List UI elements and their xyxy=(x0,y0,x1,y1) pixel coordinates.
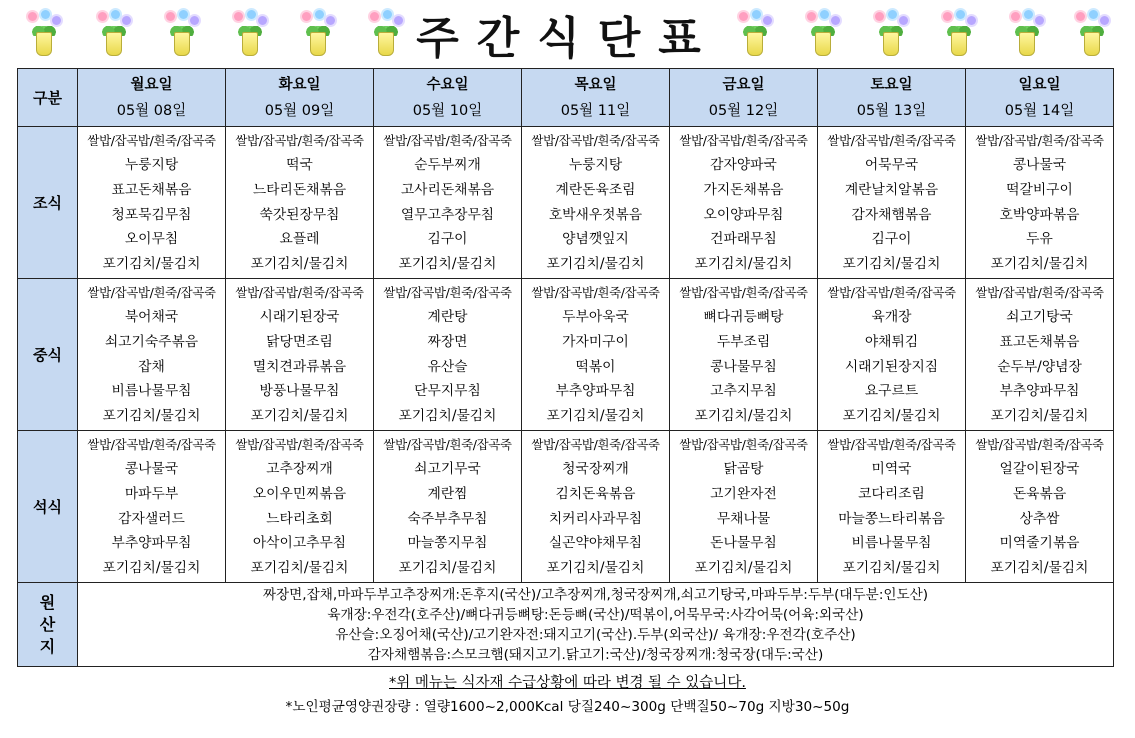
menu-item: 쌀밥/잡곡밥/흰죽/잡곡죽 xyxy=(87,284,216,300)
menu-item: 포기김치/물김치 xyxy=(250,255,349,272)
menu-item: 요플레 xyxy=(279,231,320,248)
menu-item: 쌀밥/잡곡밥/흰죽/잡곡죽 xyxy=(235,436,364,452)
menu-item: 포기김치/물김치 xyxy=(398,559,497,576)
menu-item: 숙주부추무침 xyxy=(407,510,488,527)
menu-item: 느타리돈채볶음 xyxy=(252,181,347,198)
meal-label: 석식 xyxy=(18,431,78,583)
menu-item: 쌀밥/잡곡밥/흰죽/잡곡죽 xyxy=(383,284,512,300)
menu-item: 부추양파무침 xyxy=(111,535,192,552)
day-name: 수요일 xyxy=(426,76,469,93)
menu-item: 콩나물무침 xyxy=(710,358,777,375)
menu-item: 고추장찌개 xyxy=(266,461,333,478)
menu-item: 오이양파무침 xyxy=(703,206,784,223)
menu-item: 미역국 xyxy=(871,461,912,478)
menu-item: 쑥갓된장무침 xyxy=(259,206,340,223)
flower-pot-decoration xyxy=(24,10,64,60)
page-title: 주간식단표 xyxy=(416,13,719,64)
menu-item: 청포묵김무침 xyxy=(111,206,192,223)
weekly-menu-table xyxy=(17,68,1114,667)
menu-item: 오이무침 xyxy=(124,231,179,248)
menu-item: 김구이 xyxy=(427,231,468,248)
day-header-sat xyxy=(818,69,966,127)
menu-item: 떡국 xyxy=(286,157,313,174)
menu-item: 표고돈채볶음 xyxy=(999,333,1080,350)
menu-item: 쌀밥/잡곡밥/흰죽/잡곡죽 xyxy=(679,284,808,300)
menu-item: 김치돈육볶음 xyxy=(555,485,636,502)
menu-item: 얼갈이된장국 xyxy=(999,461,1080,478)
menu-item: 오이우민찌볶음 xyxy=(252,485,347,502)
menu-item: 두부아욱국 xyxy=(562,309,629,326)
menu-item: 포기김치/물김치 xyxy=(546,407,645,424)
menu-item: 어묵무국 xyxy=(864,157,919,174)
menu-item: 포기김치/물김치 xyxy=(694,255,793,272)
menu-item: 계란탕 xyxy=(427,309,468,326)
menu-cell xyxy=(966,279,1114,431)
menu-item: 포기김치/물김치 xyxy=(842,559,941,576)
menu-item: 뼈다귀등뼈탕 xyxy=(703,309,784,326)
menu-item: 쌀밥/잡곡밥/흰죽/잡곡죽 xyxy=(679,132,808,148)
day-header-mon xyxy=(78,69,226,127)
menu-item: 쌀밥/잡곡밥/흰죽/잡곡죽 xyxy=(975,132,1104,148)
menu-item: 건파래무침 xyxy=(710,231,777,248)
day-name: 화요일 xyxy=(278,76,321,93)
menu-cell xyxy=(226,127,374,279)
menu-item: 요구르트 xyxy=(864,383,919,400)
menu-cell xyxy=(78,127,226,279)
menu-item: 포기김치/물김치 xyxy=(694,559,793,576)
menu-item: 쇠고기숙주볶음 xyxy=(104,333,199,350)
menu-item: 잡채 xyxy=(138,358,165,375)
origin-row xyxy=(18,583,1114,667)
origin-label-char: 원 xyxy=(39,592,56,612)
menu-item: 포기김치/물김치 xyxy=(398,255,497,272)
change-notice xyxy=(0,671,1135,692)
flower-pot-decoration xyxy=(94,10,134,60)
menu-item: 치커리사과무침 xyxy=(548,510,643,527)
menu-item: 짜장면 xyxy=(427,333,468,350)
menu-item: 부추양파무침 xyxy=(555,383,636,400)
header-row xyxy=(18,69,1114,127)
menu-cell xyxy=(374,127,522,279)
menu-item: 쌀밥/잡곡밥/흰죽/잡곡죽 xyxy=(383,436,512,452)
menu-item: 쌀밥/잡곡밥/흰죽/잡곡죽 xyxy=(235,132,364,148)
menu-cell xyxy=(670,127,818,279)
menu-cell xyxy=(966,127,1114,279)
origin-label-char: 산 xyxy=(39,614,56,634)
menu-item: 포기김치/물김치 xyxy=(842,255,941,272)
origin-line: 감자채햄볶음:스모크햄(돼지고기.닭고기:국산)/청국장찌개:청국장(대두:국산) xyxy=(367,646,824,663)
menu-item: 야채튀김 xyxy=(864,333,919,350)
menu-item: 비름나물무침 xyxy=(111,383,192,400)
menu-item: 방풍나물무침 xyxy=(259,383,340,400)
menu-item: 쌀밥/잡곡밥/흰죽/잡곡죽 xyxy=(87,436,216,452)
menu-item: 가자미구이 xyxy=(562,333,629,350)
menu-item: 호박양파볶음 xyxy=(999,206,1080,223)
menu-cell xyxy=(78,431,226,583)
meal-label: 조식 xyxy=(18,127,78,279)
menu-item: 포기김치/물김치 xyxy=(102,255,201,272)
menu-item: 계란찜 xyxy=(427,485,468,502)
menu-item: 느타리초회 xyxy=(266,510,333,527)
menu-cell xyxy=(818,279,966,431)
menu-cell xyxy=(818,127,966,279)
origin-info xyxy=(78,583,1114,667)
menu-item: 유산슬 xyxy=(427,358,468,375)
menu-item: 포기김치/물김치 xyxy=(990,559,1089,576)
menu-item: 쌀밥/잡곡밥/흰죽/잡곡죽 xyxy=(383,132,512,148)
menu-item: 콩나물국 xyxy=(124,461,179,478)
menu-item: 김구이 xyxy=(871,231,912,248)
day-date: 05월 14일 xyxy=(1004,102,1075,119)
menu-item: 표고돈채볶음 xyxy=(111,181,192,198)
menu-item: 누룽지탕 xyxy=(568,157,623,174)
menu-item: 포기김치/물김치 xyxy=(398,407,497,424)
menu-item: 쌀밥/잡곡밥/흰죽/잡곡죽 xyxy=(531,284,660,300)
menu-item: 누룽지탕 xyxy=(124,157,179,174)
flower-pot-decoration xyxy=(162,10,202,60)
menu-item: 포기김치/물김치 xyxy=(546,559,645,576)
menu-item: 떡볶이 xyxy=(575,358,616,375)
menu-item: 쌀밥/잡곡밥/흰죽/잡곡죽 xyxy=(531,436,660,452)
menu-item: 계란돈육조림 xyxy=(555,181,636,198)
menu-item: 쌀밥/잡곡밥/흰죽/잡곡죽 xyxy=(827,284,956,300)
menu-item: 떡갈비구이 xyxy=(1006,181,1073,198)
menu-item: 순두부/양념장 xyxy=(997,358,1082,375)
nutrition-note: *노인평균영양권장량 : 열량1600~2,000Kcal 당질240~300g 단백질50~70g 지방30~50g xyxy=(285,699,850,715)
menu-cell xyxy=(522,279,670,431)
menu-cell xyxy=(78,279,226,431)
menu-item: 돈육볶음 xyxy=(1012,485,1067,502)
day-date: 05월 11일 xyxy=(560,102,631,119)
menu-item: 포기김치/물김치 xyxy=(250,407,349,424)
menu-cell xyxy=(374,431,522,583)
menu-item: 쇠고기탕국 xyxy=(1006,309,1073,326)
day-name: 일요일 xyxy=(1018,76,1061,93)
menu-item: 두부조림 xyxy=(716,333,771,350)
meal-row-lunch xyxy=(18,279,1114,431)
flower-pot-decoration xyxy=(1072,10,1112,60)
menu-item: 고기완자전 xyxy=(710,485,777,502)
menu-cell xyxy=(374,279,522,431)
flower-pot-decoration xyxy=(230,10,270,60)
menu-item: 포기김치/물김치 xyxy=(546,255,645,272)
menu-item: 아삭이고추무침 xyxy=(252,535,347,552)
menu-item: 쌀밥/잡곡밥/흰죽/잡곡죽 xyxy=(679,436,808,452)
menu-item: 마늘쫑지무침 xyxy=(407,535,488,552)
meal-row-dinner xyxy=(18,431,1114,583)
menu-item: 고사리돈채볶음 xyxy=(400,181,495,198)
menu-item: 감자양파국 xyxy=(710,157,777,174)
day-date: 05월 09일 xyxy=(264,102,335,119)
flower-pot-decoration xyxy=(1007,10,1047,60)
day-name: 금요일 xyxy=(722,76,765,93)
flower-pot-decoration xyxy=(871,10,911,60)
menu-item: 단무지무침 xyxy=(414,383,481,400)
menu-item: 닭당면조림 xyxy=(266,333,333,350)
menu-item: 코다리조림 xyxy=(858,485,925,502)
day-date: 05월 13일 xyxy=(856,102,927,119)
menu-item: 감자샐러드 xyxy=(118,510,185,527)
menu-item: 실곤약야채무침 xyxy=(548,535,643,552)
menu-item: 쌀밥/잡곡밥/흰죽/잡곡죽 xyxy=(87,132,216,148)
menu-item: 순두부찌개 xyxy=(414,157,481,174)
flower-pot-decoration xyxy=(735,10,775,60)
day-name: 월요일 xyxy=(130,76,173,93)
menu-item: 미역줄기볶음 xyxy=(999,535,1080,552)
menu-item: 두유 xyxy=(1026,231,1053,248)
menu-cell xyxy=(522,127,670,279)
menu-item: 고추지무침 xyxy=(710,383,777,400)
menu-item: 포기김치/물김치 xyxy=(694,407,793,424)
menu-item: 양념깻잎지 xyxy=(562,231,629,248)
origin-label xyxy=(18,583,78,667)
menu-item: 포기김치/물김치 xyxy=(842,407,941,424)
day-header-tue xyxy=(226,69,374,127)
day-header-thu xyxy=(522,69,670,127)
change-notice-text: *위 메뉴는 식자재 수급상황에 따라 변경 될 수 있습니다. xyxy=(389,675,746,691)
meal-row-breakfast xyxy=(18,127,1114,279)
meal-label: 중식 xyxy=(18,279,78,431)
menu-item: 북어채국 xyxy=(124,309,179,326)
menu-item: 육개장 xyxy=(871,309,912,326)
menu-cell xyxy=(670,279,818,431)
menu-item: 시래기된장국 xyxy=(259,309,340,326)
menu-item: 부추양파무침 xyxy=(999,383,1080,400)
day-name: 토요일 xyxy=(870,76,913,93)
menu-cell xyxy=(226,279,374,431)
menu-cell xyxy=(226,431,374,583)
menu-item: 포기김치/물김치 xyxy=(102,559,201,576)
flower-pot-decoration xyxy=(298,10,338,60)
menu-item: 마파두부 xyxy=(124,485,179,502)
menu-item: 포기김치/물김치 xyxy=(102,407,201,424)
menu-cell xyxy=(670,431,818,583)
menu-item: 비름나물무침 xyxy=(851,535,932,552)
day-header-fri xyxy=(670,69,818,127)
menu-item: 쌀밥/잡곡밥/흰죽/잡곡죽 xyxy=(975,284,1104,300)
day-date: 05월 12일 xyxy=(708,102,779,119)
menu-item: 콩나물국 xyxy=(1012,157,1067,174)
origin-label-char: 지 xyxy=(39,636,56,656)
menu-item: 무채나물 xyxy=(716,510,771,527)
flower-pot-decoration xyxy=(803,10,843,60)
menu-cell xyxy=(966,431,1114,583)
menu-cell xyxy=(522,431,670,583)
menu-item: 쌀밥/잡곡밥/흰죽/잡곡죽 xyxy=(975,436,1104,452)
menu-item: 포기김치/물김치 xyxy=(250,559,349,576)
menu-item: 쇠고기무국 xyxy=(414,461,481,478)
origin-line: 육개장:우전각(호주산)/뼈다귀등뼈탕:돈등뼈(국산)/떡볶이,어묵무국:사각어묵(어육:외국산) xyxy=(327,606,864,623)
day-date: 05월 08일 xyxy=(116,102,187,119)
menu-item: 포기김치/물김치 xyxy=(990,255,1089,272)
menu-item: 감자채햄볶음 xyxy=(851,206,932,223)
day-name: 목요일 xyxy=(574,76,617,93)
menu-item: 쌀밥/잡곡밥/흰죽/잡곡죽 xyxy=(827,436,956,452)
title-bar xyxy=(0,0,1135,68)
menu-cell xyxy=(818,431,966,583)
menu-item: 쌀밥/잡곡밥/흰죽/잡곡죽 xyxy=(531,132,660,148)
origin-line: 유산슬:오징어채(국산)/고기완자전:돼지고기(국산).두부(외국산)/ 육개장:우전각(호주산) xyxy=(335,626,856,643)
origin-line: 짜장면,잡채,마파두부고추장찌개:돈후지(국산)/고추장찌개,청국장찌개,쇠고기탕국,마파두부:두부(대두분:인도산) xyxy=(262,586,929,603)
menu-item: 닭곰탕 xyxy=(723,461,764,478)
menu-item: 가지돈채볶음 xyxy=(703,181,784,198)
menu-item: 쌀밥/잡곡밥/흰죽/잡곡죽 xyxy=(235,284,364,300)
menu-item: 멸치견과류볶음 xyxy=(252,358,347,375)
menu-item: 돈나물무침 xyxy=(710,535,777,552)
menu-item: 포기김치/물김치 xyxy=(990,407,1089,424)
menu-item: 쌀밥/잡곡밥/흰죽/잡곡죽 xyxy=(827,132,956,148)
corner-label: 구분 xyxy=(18,69,78,127)
menu-item: 호박새우젓볶음 xyxy=(548,206,643,223)
day-date: 05월 10일 xyxy=(412,102,483,119)
menu-item: 시래기된장지짐 xyxy=(844,358,939,375)
menu-item: 청국장찌개 xyxy=(562,461,629,478)
day-header-wed xyxy=(374,69,522,127)
flower-pot-decoration xyxy=(939,10,979,60)
menu-item: 계란날치알볶음 xyxy=(844,181,939,198)
menu-item: 마늘쫑느타리볶음 xyxy=(838,510,945,527)
menu-item: 열무고추장무침 xyxy=(400,206,495,223)
day-header-sun xyxy=(966,69,1114,127)
menu-item: 상추쌈 xyxy=(1019,510,1060,527)
